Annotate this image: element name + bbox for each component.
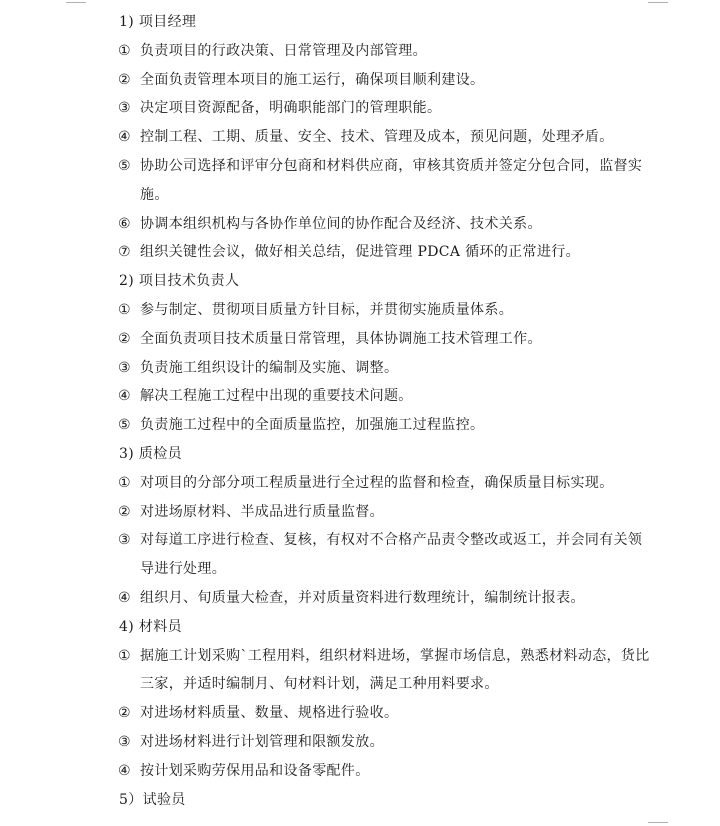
list-item — [118, 325, 663, 354]
item-marker: ③ — [118, 100, 131, 117]
item-marker: ② — [118, 705, 131, 722]
item-text: 全面负责管理本项目的施工运行，确保项目顺利建设。 — [140, 71, 485, 88]
item-marker: ③ — [118, 532, 131, 549]
list-item — [118, 382, 663, 411]
list-item — [118, 469, 663, 498]
item-marker: ④ — [118, 388, 131, 405]
list-item — [118, 354, 663, 383]
item-marker: ⑤ — [118, 157, 131, 174]
list-item — [118, 411, 663, 440]
list-item-continuation: 施。 — [140, 186, 169, 203]
item-marker: ④ — [118, 129, 131, 146]
list-item — [118, 296, 663, 325]
item-text: 参与制定、贯彻项目质量方针目标，并贯彻实施质量体系。 — [140, 301, 514, 318]
list-item — [118, 498, 663, 527]
crop-mark-top-right — [648, 0, 668, 3]
document-body — [118, 8, 663, 814]
item-marker: ⑦ — [118, 244, 131, 261]
crop-mark-bottom-right — [648, 822, 668, 826]
item-text: 对项目的分部分项工程质量进行全过程的监督和检查，确保质量目标实现。 — [140, 474, 614, 491]
item-marker: ④ — [118, 762, 131, 779]
list-item-continuation: 导进行处理。 — [140, 561, 227, 578]
list-item — [118, 238, 663, 267]
list-item — [118, 210, 663, 239]
item-text: 负责项目的行政决策、日常管理及内部管理。 — [140, 42, 427, 59]
item-text: 解决工程施工过程中出现的重要技术问题。 — [140, 388, 413, 405]
item-marker: ① — [118, 301, 131, 318]
item-marker: ⑤ — [118, 417, 131, 434]
list-item — [118, 123, 663, 152]
crop-mark-top-left — [66, 0, 86, 3]
item-marker: ① — [118, 42, 131, 59]
item-text: 协助公司选择和评审分包商和材料供应商，审核其资质并签定分包合同，监督实 — [140, 157, 643, 174]
list-item — [118, 757, 663, 786]
item-text: 负责施工过程中的全面质量监控，加强施工过程监控。 — [140, 417, 485, 434]
item-text: 对每道工序进行检查、复核，有权对不合格产品责令整改或返工，并会同有关领 — [140, 532, 643, 549]
section-heading: 3) 质检员 — [119, 445, 182, 462]
item-text: 控制工程、工期、质量、安全、技术、管理及成本，预见问题，处理矛盾。 — [140, 129, 614, 146]
list-item — [118, 152, 663, 181]
list-item — [118, 526, 663, 555]
item-text: 对进场原材料、半成品进行质量监督。 — [140, 503, 384, 520]
item-marker: ② — [118, 503, 131, 520]
list-item — [118, 584, 663, 613]
item-text: 组织关键性会议，做好相关总结，促进管理 PDCA 循环的正常进行。 — [140, 244, 580, 261]
section-heading: 2) 项目技术负责人 — [119, 273, 240, 290]
item-text: 对进场材料进行计划管理和限额发放。 — [140, 733, 384, 750]
item-text: 决定项目资源配备，明确职能部门的管理职能。 — [140, 100, 442, 117]
list-item-continuation: 三家，并适时编制月、旬材料计划，满足工种用料要求。 — [140, 676, 499, 693]
item-marker: ③ — [118, 733, 131, 750]
list-item — [118, 642, 663, 671]
item-text: 负责施工组织设计的编制及实施、调整。 — [140, 359, 399, 376]
item-text: 协调本组织机构与各协作单位间的协作配合及经济、技术关系。 — [140, 215, 542, 232]
item-marker: ① — [118, 647, 131, 664]
item-marker: ④ — [118, 589, 131, 606]
item-marker: ② — [118, 71, 131, 88]
list-item — [118, 728, 663, 757]
section-heading: 1) 项目经理 — [119, 14, 197, 30]
item-marker: ③ — [118, 359, 131, 376]
item-text: 全面负责项目技术质量日常管理，具体协调施工技术管理工作。 — [140, 330, 542, 347]
list-item — [118, 699, 663, 728]
item-text: 组织月、旬质量大检查，并对质量资料进行数理统计，编制统计报表。 — [140, 589, 585, 606]
list-item — [118, 37, 663, 66]
list-item — [118, 66, 663, 95]
item-text: 据施工计划采购`工程用料，组织材料进场，掌握市场信息，熟悉材料动态，货比 — [140, 647, 650, 664]
list-item — [118, 94, 663, 123]
item-marker: ⑥ — [118, 215, 131, 232]
item-marker: ② — [118, 330, 131, 347]
section-heading: 4) 材料员 — [119, 618, 182, 635]
item-marker: ① — [118, 474, 131, 491]
section-heading: 5）试验员 — [119, 791, 186, 808]
item-text: 按计划采购劳保用品和设备零配件。 — [140, 762, 370, 779]
item-text: 对进场材料质量、数量、规格进行验收。 — [140, 705, 399, 722]
